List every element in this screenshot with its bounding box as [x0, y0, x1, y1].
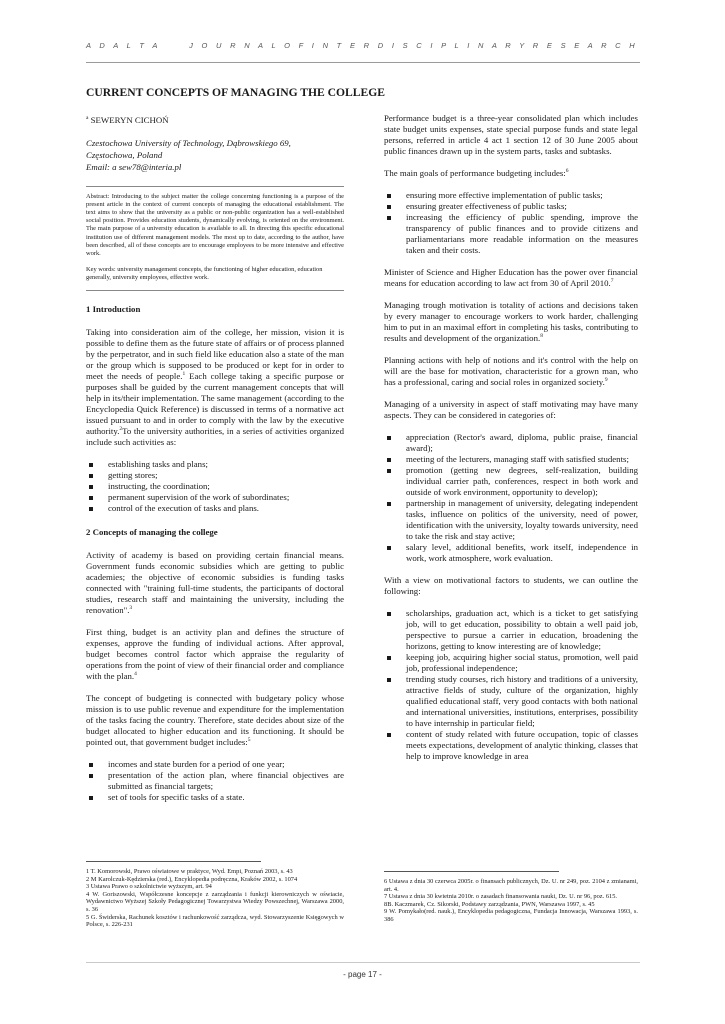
footnote: 7 Ustawa z dnia 30 kwietnia 2010r. o zasadach finansowania nauki, Dz. U. nr 96, poz. 615.	[384, 893, 618, 901]
affiliation-line: Czestochowa University of Technology, Dąbrowskiego 69,	[86, 138, 291, 148]
right-column	[384, 113, 638, 773]
paragraph: The concept of budgeting is connected with budgetary policy whose mission is to use public revenue and expenditure for the implementation of the tasks facing the country. Therefore, state decides about size of the budget allocated to higher education and its functioning. It should be pointed out, that government budget includes:$^5$	[86, 692, 344, 747]
footnote: 2 M Karolczuk-Kędzierska (red.), Encyklopedia podręczna, Kraków 2002, s. 1074	[86, 875, 298, 883]
footnote: 1 T. Komorowski, Prawo oświatowe w praktyce, Wyd. Empi, Poznań 2003, s. 43	[86, 868, 293, 875]
affiliation-email: Email: a sew78@interia.pl	[86, 162, 182, 173]
keywords: Key words: university management concepts, the functioning of higher education, education generally, university employees, effective work.	[86, 266, 323, 282]
list-item: content of study related with future occupation, topic of classes meets expectations, development of analytic thinking, classes that help to improve knowledge in area	[384, 729, 638, 762]
budget-list	[86, 759, 344, 803]
section-heading-concepts: 2 Concepts of managing the college	[86, 526, 218, 537]
abstract: Abstract: Introducing to the subject matter the college concerning functioning is a purpose of the present article in the context of current concepts of managing the educational establishment. The text aims to show that the university as a public or non-public organization has a well-established social position. Provides education students, dynamically evolving, is oriented on the environment. The main purpose of a university education is available to all. In directing this specific educational institution use of different management models. The most up to date, according to the author, have been described, all of these concepts are to encourage employees to be more intensive and effective work.	[86, 192, 344, 258]
list-item: promotion (getting new degrees, self-realization, building individual carrier path, conferences, respect in both work and outside of work environment, opportunity to develop);	[384, 465, 638, 498]
footnote-rule	[86, 861, 261, 862]
footnote-rule	[384, 871, 559, 872]
motivation-categories-list	[384, 432, 638, 564]
list-item: instructing, the coordination;	[86, 481, 344, 492]
author-mark: a	[86, 115, 89, 122]
list-item: meeting of the lecturers, managing staff with satisfied students;	[384, 454, 638, 465]
journal-name-right: J O U R N A L O F I N T E R D I S C I P L I N A R Y R E S E A R C H	[189, 41, 638, 50]
list-item: keeping job, acquiring higher social status, promotion, well paid job, professional independence;	[384, 652, 638, 674]
footnote: 4 W. Goriszowski, Współczesne koncepcje z zarządzania i funkcji kierowniczych w oświacie, Wydawnictwo Wyższej Szkoły Pedagogicznej Towarzystwa Wiedzy Powszechnej, Warszawa 2000, s. 36	[86, 890, 344, 913]
list-item: incomes and state burden for a period of one year;	[86, 759, 344, 770]
footnote: 6 Ustawa z dnia 30 czerwca 2005r. o finansach publicznych, Dz. U. nr 249, poz. 2104 z zmianami, art. 4.	[384, 878, 638, 893]
affiliation-line: Częstochowa, Poland	[86, 150, 163, 161]
list-item: control of the execution of tasks and plans.	[86, 503, 344, 514]
affiliation	[86, 137, 344, 174]
section-heading-introduction: 1 Introduction	[86, 303, 141, 314]
list-item: establishing tasks and plans;	[86, 459, 344, 470]
list-item: trending study courses, rich history and traditions of a university, attractive fields of study, culture of the organization, highly qualified educational staff, very good contacts with both national and international universities, institutions, enterprises, possibility to have internship in particular field;	[384, 674, 638, 729]
journal-name-left: A D A L T A	[86, 41, 161, 50]
footnotes-left	[86, 861, 344, 929]
paragraph: Planning actions with help of notions and it's control with the help on will are the base for motivation, characteristic for a grown man, who has a professional, caring and social roles in organized society.$^9$	[384, 355, 638, 387]
footer-rule	[86, 962, 640, 963]
footnote: 3 Ustawa Prawo o szkolnictwie wyższym, art. 94	[86, 883, 212, 891]
list-item: ensuring greater effectiveness of public tasks;	[384, 201, 638, 212]
paper-title: CURRENT CONCEPTS OF MANAGING THE COLLEGE	[86, 86, 386, 99]
list-item: appreciation (Rector's award, diploma, public praise, financial award);	[384, 432, 638, 454]
list-item: increasing the efficiency of public spending, improve the transparency of public finances and to provide citizens and parliamentarians more readable information on the measures taken and their costs.	[384, 212, 638, 256]
paragraph: Performance budget is a three-year consolidated plan which includes state budget units expenses, state special purpose funds and state legal persons, referred in article 4 act 1 section 12 of 30 June 2005 about public finances drawn up in the system parts, tasks and subtasks.	[384, 113, 638, 156]
paragraph: Activity of academy is based on providing certain financial means. Government funds economic subsidies which are getting to public academies; the objective of economic subsidies is funding tasks connected with "training full-time students, the participants of doctoral studies, research staff and maintaining the university, including the renovation".$^3$	[86, 549, 344, 615]
author-line	[86, 115, 344, 125]
list-item: partnership in management of university, delegating independent tasks, influence on politics of the university, need of power, identification with the university, loyalty towards university, need to take the risk and stay active;	[384, 498, 638, 542]
footnote: 9 W. Pomykało(red. nauk.), Encyklopedia pedagogiczna, Fundacja Innowacja, Warszawa 1993, s. 386	[384, 908, 638, 923]
left-column	[86, 86, 386, 814]
page-number: - page 17 -	[343, 970, 382, 979]
list-item: ensuring more effective implementation of public tasks;	[384, 190, 638, 201]
abstract-bottom-rule	[86, 290, 344, 291]
student-factors-list	[384, 608, 638, 762]
list-item: set of tools for specific tasks of a state.	[86, 792, 344, 803]
paragraph: First thing, budget is an activity plan and defines the structure of expenses, approve the funding of individual actions. After approval, budget becomes control factor which appraise the regularity of operations from the point of view of their financial order and compliance with the plan.$^4$	[86, 626, 344, 681]
footnotes-right	[384, 871, 638, 924]
paragraph: Minister of Science and Higher Education has the power over financial means for education according to law act from 30 of April 2010.$^7$	[384, 267, 638, 288]
list-item: getting stores;	[86, 470, 344, 481]
paragraph: With a view on motivational factors to students, we can outline the following:	[384, 575, 638, 596]
header-rule	[86, 62, 640, 63]
footnote: 8B. Kaczmarek, Cz. Sikorski, Podstawy zarządzania, PWN, Warszawa 1997, s. 45	[384, 900, 595, 908]
author-name: SEWERYN CICHOŃ	[90, 115, 169, 125]
goals-list	[384, 190, 638, 256]
list-item: scholarships, graduation act, which is a ticket to get satisfying job, will to get education, possibility to obtain a well paid job, perspective to pursue a carrier in education, broadening the horizons, getting to know interesting are of knowledge;	[384, 608, 638, 652]
paragraph: The main goals of performance budgeting includes:$^6$	[384, 168, 569, 178]
paragraph: Taking into consideration aim of the college, her mission, vision it is possible to define them as the future state of affairs or of process planned by the perpetrator, and in such field like education also a state of the man or the group which is supposed to be produced or kept for in order to meet the needs of people.$^1$ Each college taking a specific purpose or purposes shall be guided by the current management concepts that will help in its/their implementation. The same management (according to the Encyclopedia Quick Reference) is discussed in terms of a normative act issued pursuant to and in order to comply with the law by the executive authority.$^2$To the university authorities, in a series of activities organized include such activities as:	[86, 326, 344, 447]
abstract-top-rule	[86, 186, 344, 187]
list-item: permanent supervision of the work of subordinates;	[86, 492, 344, 503]
list-item: salary level, additional benefits, work itself, independence in work, work atmosphere, work evaluation.	[384, 542, 638, 564]
footnote: 5 G. Świderska, Rachunek kosztów i rachunkowość zarządcza, wyd. Stowarzyszenie Księgowych w Polsce, s. 226-231	[86, 913, 344, 929]
paragraph: Managing trough motivation is totality of actions and decisions taken by every manager to encourage workers to work harder, challenging him to put in an maximal effort in completing his tasks, contributing to results and development of the organization.$^8$	[384, 300, 638, 343]
paragraph: Managing of a university in aspect of staff motivating may have many aspects. They can be considered in categories of:	[384, 399, 638, 420]
activity-list	[86, 459, 344, 514]
list-item: presentation of the action plan, where financial objectives are submitted as financial targets;	[86, 770, 344, 792]
